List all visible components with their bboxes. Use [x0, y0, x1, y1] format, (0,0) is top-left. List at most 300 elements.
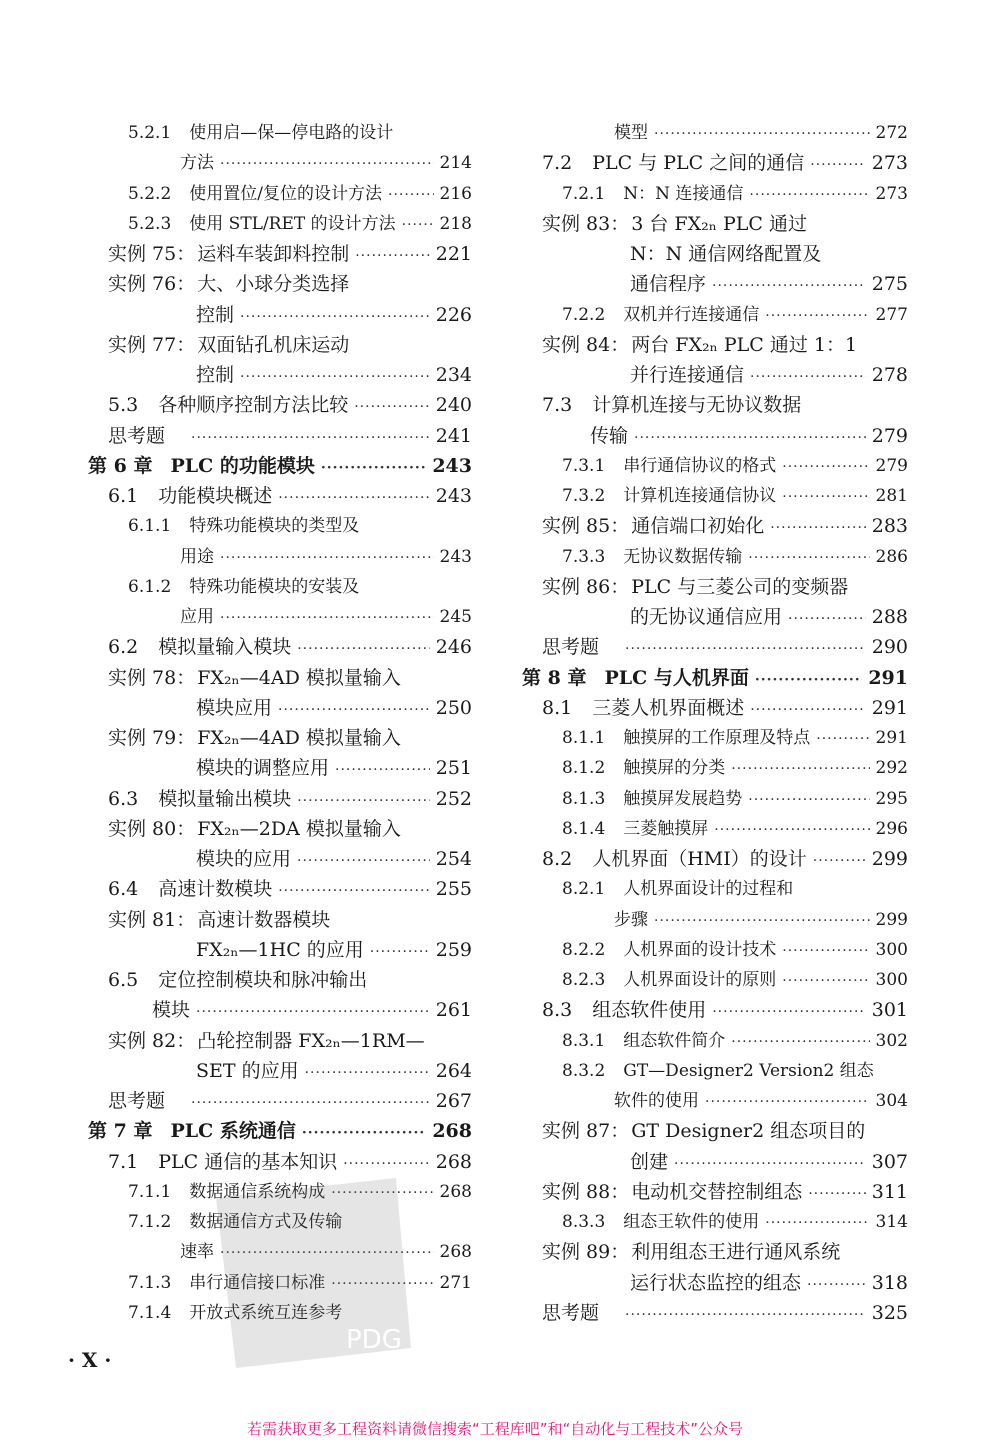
toc-entry	[108, 330, 472, 360]
entry-title: 运行状态监控的组态	[630, 1271, 802, 1294]
entry-label	[562, 784, 742, 814]
entry-page: 243	[435, 485, 472, 507]
entry-number: 8.2.2	[562, 939, 606, 960]
toc-entry	[630, 269, 908, 299]
leader-dots	[782, 482, 869, 512]
entry-number: 实例 76：	[108, 273, 196, 296]
leader-dots	[782, 452, 869, 482]
footer-notice: 若需获取更多工程资料请微信搜索“工程库吧”和“自动化与工程技术”公众号	[246, 1420, 744, 1438]
leader-dots	[731, 1027, 869, 1057]
entry-title: PLC 与人机界面	[604, 666, 749, 689]
entry-title: 高速计数器模块	[197, 908, 331, 931]
entry-title: 使用 STL/RET 的设计方法	[189, 213, 396, 234]
entry-number: 实例 87：	[542, 1120, 630, 1143]
entry-title: 人机界面设计的过程和	[623, 879, 794, 900]
entry-page: 240	[435, 394, 472, 417]
toc-entry	[128, 572, 472, 602]
entry-title: FX₂ₙ—2DA 模拟量输入	[197, 817, 401, 840]
entry-page: 292	[875, 758, 908, 779]
leader-dots	[705, 1087, 870, 1117]
entry-number: 5.2.3	[128, 213, 172, 234]
entry-number: 8.1.2	[562, 758, 606, 779]
entry-label	[562, 935, 776, 965]
entry-label	[542, 148, 804, 178]
toc-entry	[128, 1207, 472, 1237]
entry-label	[196, 693, 272, 723]
entry-title: 人机界面（HMI）的设计	[592, 848, 807, 870]
entry-number: 7.2.2	[562, 304, 606, 325]
entry-title: 通信程序	[630, 273, 707, 296]
entry-title: PLC 的功能模块	[170, 454, 315, 477]
toc-entry	[590, 421, 908, 451]
toc-entry	[196, 844, 472, 874]
toc-entry	[542, 693, 908, 723]
entry-number: 实例 83：	[542, 212, 630, 235]
toc-entry	[562, 753, 908, 783]
entry-title: 电动机交替控制组态	[631, 1180, 803, 1203]
entry-label	[562, 723, 810, 753]
toc-entry	[108, 481, 472, 511]
toc-entry	[630, 602, 908, 632]
leader-dots	[321, 453, 426, 483]
entry-label	[128, 1298, 342, 1328]
entry-page: 283	[871, 515, 908, 538]
toc-entry	[562, 723, 908, 753]
entry-title: 运料车装卸料控制	[197, 243, 350, 265]
leader-dots	[355, 241, 430, 271]
toc-entry	[562, 874, 908, 904]
entry-title: N：N 通信网络配置及	[630, 243, 822, 265]
entry-page: 279	[871, 424, 908, 447]
entry-title: 计算机连接与无协议数据	[592, 394, 802, 417]
entry-title: 定位控制模块和脉冲输出	[158, 969, 368, 991]
page-number-mark: · X ·	[68, 1348, 112, 1372]
entry-page: 245	[439, 607, 472, 627]
entry-page: 311	[871, 1180, 908, 1203]
entry-page: 216	[439, 183, 472, 204]
entry-label	[562, 874, 793, 904]
toc-entry	[128, 209, 472, 239]
entry-number: 第 6 章	[88, 454, 153, 477]
entry-label	[108, 632, 291, 662]
leader-dots	[813, 846, 866, 876]
toc-entry	[196, 360, 472, 390]
entry-number: 6.2	[108, 636, 139, 659]
leader-dots	[674, 1149, 866, 1179]
leader-dots	[748, 785, 869, 815]
entry-page: 301	[871, 999, 908, 1022]
entry-number: 7.1.1	[128, 1181, 172, 1202]
entry-title: 组态软件简介	[623, 1030, 726, 1051]
entry-title: 使用启—保—停电路的设计	[189, 123, 394, 143]
leader-dots	[220, 149, 434, 179]
leader-dots	[755, 665, 862, 695]
entry-number: 7.1.3	[128, 1272, 172, 1293]
entry-title: 步骤	[614, 909, 648, 930]
entry-number: 实例 82：	[108, 1029, 196, 1052]
entry-page: 307	[871, 1150, 908, 1173]
entry-number: 8.2.3	[562, 970, 606, 990]
toc-entry	[128, 1298, 472, 1328]
entry-page: 304	[875, 1091, 908, 1111]
entry-number: 7.3.2	[562, 486, 606, 506]
entry-label	[630, 1147, 668, 1177]
entry-number: 实例 89：	[542, 1241, 630, 1264]
toc-entry	[108, 905, 472, 935]
entry-label	[108, 814, 401, 844]
entry-title: 无协议数据传输	[623, 546, 743, 567]
toc-entry	[108, 632, 472, 662]
entry-page: 278	[871, 364, 908, 386]
leader-dots	[302, 1118, 426, 1148]
entry-page: 291	[875, 728, 908, 748]
toc-entry	[562, 1056, 908, 1086]
toc-entry	[542, 1298, 908, 1328]
leader-dots	[782, 966, 869, 996]
entry-label	[196, 360, 234, 390]
entry-label	[108, 269, 349, 299]
entry-title: 3 台 FX₂ₙ PLC 通过	[631, 212, 807, 235]
leader-dots	[714, 815, 869, 845]
entry-number: 8.1.4	[562, 818, 606, 839]
entry-number: 6.1.2	[128, 576, 172, 597]
entry-label	[108, 723, 401, 753]
entry-title: 组态软件使用	[592, 999, 707, 1022]
entry-label	[542, 1177, 802, 1207]
entry-number: 8.1.1	[562, 728, 606, 748]
entry-page: 226	[435, 303, 472, 326]
entry-title: 三菱人机界面概述	[592, 696, 745, 719]
entry-label	[180, 1237, 214, 1267]
entry-number: 7.1.4	[128, 1302, 172, 1323]
entry-label	[542, 330, 857, 360]
toc-entry	[614, 905, 908, 935]
entry-label	[542, 1237, 840, 1267]
entry-number: 第 7 章	[88, 1120, 153, 1143]
leader-dots	[278, 876, 430, 906]
entry-title: 模拟量输出模块	[158, 787, 292, 810]
entry-page: 271	[439, 1272, 472, 1293]
entry-number: 5.2.1	[128, 123, 172, 143]
entry-number: 实例 86：	[542, 575, 630, 598]
entry-title: 功能模块概述	[158, 485, 273, 507]
leader-dots	[634, 423, 866, 453]
entry-title: 大、小球分类选择	[197, 273, 350, 296]
entry-page: 281	[875, 486, 908, 506]
entry-label	[108, 965, 367, 995]
entry-page: 241	[435, 424, 472, 447]
toc-entry	[108, 814, 472, 844]
entry-page: 295	[875, 788, 908, 809]
entry-page: 267	[435, 1090, 472, 1112]
toc-entry	[562, 814, 908, 844]
toc-entry	[542, 209, 908, 239]
entry-title: 人机界面的设计技术	[623, 939, 777, 960]
toc-entry	[522, 663, 908, 693]
leader-dots	[297, 634, 430, 664]
toc-entry	[108, 1086, 472, 1116]
entry-number: 6.1	[108, 485, 139, 507]
leader-dots	[712, 997, 866, 1027]
entry-title: PLC 与三菱公司的变频器	[631, 575, 849, 598]
entry-page: 268	[432, 1120, 472, 1143]
toc-entry	[542, 511, 908, 541]
entry-label	[562, 179, 743, 209]
entry-number: 实例 81：	[108, 908, 196, 931]
leader-dots	[788, 604, 866, 634]
stamp-text: PDG	[346, 1325, 402, 1355]
toc-entry	[152, 995, 472, 1025]
entry-label	[542, 390, 801, 420]
entry-number: 实例 78：	[108, 666, 196, 689]
toc-entry	[630, 360, 908, 390]
entry-page: 279	[875, 455, 908, 476]
toc-entry	[630, 1268, 908, 1298]
entry-page: 318	[871, 1271, 908, 1294]
toc-entry	[180, 542, 472, 572]
entry-number: 6.1.1	[128, 516, 172, 537]
entry-title: 用途	[180, 546, 214, 567]
entry-title: 模块应用	[196, 696, 273, 719]
entry-number: 8.3.2	[562, 1060, 606, 1081]
entry-number: 6.3	[108, 787, 139, 810]
entry-label	[196, 300, 234, 330]
entry-label	[196, 844, 291, 874]
entry-title: 触摸屏发展趋势	[623, 788, 743, 809]
entry-label	[590, 421, 628, 451]
leader-dots	[654, 906, 870, 936]
leader-dots	[808, 1179, 866, 1209]
leader-dots	[625, 1300, 866, 1330]
entry-page: 221	[435, 243, 472, 265]
toc-entry	[196, 300, 472, 330]
entry-title: 模拟量输入模块	[158, 636, 292, 659]
entry-number: 7.3.3	[562, 546, 606, 567]
entry-label	[542, 693, 744, 723]
toc-entry	[562, 451, 908, 481]
entry-title: 组态王软件的使用	[623, 1212, 760, 1232]
toc-entry	[108, 390, 472, 420]
entry-label	[88, 451, 315, 481]
entry-title: 数据通信方式及传输	[189, 1212, 343, 1232]
entry-label	[562, 753, 725, 783]
entry-title: 串行通信协议的格式	[623, 455, 777, 476]
entry-page: 234	[435, 364, 472, 386]
entry-title: 双机并行连接通信	[623, 304, 760, 325]
entry-title: 并行连接通信	[630, 364, 745, 386]
toc-entry	[614, 118, 908, 148]
leader-dots	[191, 1088, 430, 1118]
entry-label	[108, 663, 401, 693]
leader-dots	[765, 301, 869, 331]
entry-page: 272	[875, 123, 908, 143]
entry-number: 6.4	[108, 878, 139, 901]
leader-dots	[748, 543, 869, 573]
entry-label	[562, 451, 776, 481]
entry-page: 251	[435, 757, 472, 780]
entry-page: 286	[875, 546, 908, 567]
entry-label	[108, 390, 348, 420]
entry-label	[630, 602, 782, 632]
entry-label	[152, 995, 190, 1025]
toc-entry	[542, 572, 908, 602]
entry-label	[630, 269, 706, 299]
entry-title: FX₂ₙ—4AD 模拟量输入	[197, 727, 401, 749]
entry-label	[542, 1116, 865, 1146]
entry-label	[542, 995, 706, 1025]
entry-title: 控制	[196, 364, 235, 386]
entry-page: 254	[435, 848, 472, 870]
entry-title: 高速计数模块	[158, 878, 273, 901]
leader-dots	[220, 1238, 434, 1268]
entry-page: 255	[435, 878, 472, 901]
toc-entry	[614, 1086, 908, 1116]
entry-label	[542, 572, 848, 602]
toc-entry	[542, 1237, 908, 1267]
entry-page: 273	[871, 152, 908, 175]
entry-label	[88, 1116, 296, 1146]
entry-page: 314	[875, 1212, 908, 1232]
toc-entry	[562, 1026, 908, 1056]
toc-entry	[108, 965, 472, 995]
entry-title: 控制	[196, 303, 235, 326]
toc-entry	[562, 965, 908, 995]
toc-entry	[542, 148, 908, 178]
entry-title: 双面钻孔机床运动	[197, 333, 350, 356]
toc-entry	[562, 300, 908, 330]
entry-number: 7.1.2	[128, 1212, 172, 1232]
entry-title: 传输	[590, 424, 629, 447]
entry-label	[108, 1026, 425, 1056]
toc-entry	[88, 451, 472, 481]
entry-page: 218	[439, 213, 472, 234]
entry-label	[180, 602, 214, 632]
entry-title: 特殊功能模块的类型及	[189, 516, 360, 537]
entry-page: 273	[875, 183, 908, 204]
entry-title: GT—Designer2 Version2 组态	[623, 1060, 874, 1081]
entry-number: 7.1	[108, 1150, 139, 1173]
leader-dots	[278, 483, 430, 513]
toc-entry	[108, 269, 472, 299]
entry-page: 277	[875, 304, 908, 325]
leader-dots	[810, 150, 866, 180]
entry-title: FX₂ₙ—4AD 模拟量输入	[197, 666, 401, 689]
entry-title: 各种顺序控制方法比较	[158, 394, 349, 417]
entry-number: 实例 80：	[108, 817, 196, 840]
toc-entry	[108, 663, 472, 693]
entry-page: 300	[875, 970, 908, 990]
entry-number: 7.3.1	[562, 455, 606, 476]
toc-entry	[108, 874, 472, 904]
entry-title: 模块的调整应用	[196, 757, 330, 780]
toc-entry	[108, 1026, 472, 1056]
entry-label	[108, 784, 291, 814]
leader-dots	[343, 1149, 430, 1179]
entry-title: 两台 FX₂ₙ PLC 通过 1：1	[631, 333, 858, 356]
entry-number: 8.1	[542, 696, 573, 719]
leader-dots	[370, 937, 430, 967]
entry-title: 特殊功能模块的安装及	[189, 576, 360, 597]
entry-title: 数据通信系统构成	[189, 1181, 326, 1202]
entry-title: PLC 系统通信	[170, 1120, 296, 1143]
leader-dots	[765, 1208, 869, 1238]
toc-entry	[128, 1268, 472, 1298]
entry-number: 6.5	[108, 969, 139, 991]
leader-dots	[331, 1269, 433, 1299]
entry-label	[542, 209, 807, 239]
leader-dots	[220, 543, 434, 573]
entry-title: 的无协议通信应用	[630, 606, 783, 628]
entry-title: 利用组态王进行通风系统	[631, 1241, 841, 1264]
toc-entry	[180, 148, 472, 178]
toc-entry	[562, 481, 908, 511]
entry-page: 261	[435, 999, 472, 1022]
entry-label	[128, 118, 393, 148]
entry-label	[562, 1026, 725, 1056]
entry-page: 259	[435, 938, 472, 961]
entry-label	[562, 542, 742, 572]
leader-dots	[770, 513, 866, 543]
entry-label	[562, 965, 776, 995]
entry-label	[180, 148, 214, 178]
toc-entry	[128, 118, 472, 148]
leader-dots	[750, 362, 866, 392]
entry-label	[196, 935, 364, 965]
leader-dots	[402, 210, 434, 240]
entry-number: 思考题	[108, 424, 166, 447]
entry-page: 275	[871, 273, 908, 296]
entry-page: 268	[435, 1150, 472, 1173]
entry-label	[562, 1056, 874, 1086]
toc-entry	[128, 1177, 472, 1207]
toc-entry	[196, 1056, 472, 1086]
entry-number: 7.3	[542, 394, 573, 417]
toc-entry	[108, 784, 472, 814]
entry-label	[562, 481, 776, 511]
toc-entry	[108, 421, 472, 451]
entry-title: PLC 通信的基本知识	[158, 1150, 338, 1173]
leader-dots	[731, 754, 869, 784]
toc-entry	[542, 1116, 908, 1146]
leader-dots	[335, 755, 430, 785]
entry-title: 速率	[180, 1242, 214, 1263]
leader-dots	[782, 936, 869, 966]
leader-dots	[807, 1270, 866, 1300]
entry-label	[128, 1207, 342, 1237]
entry-number: 实例 88：	[542, 1180, 630, 1203]
entry-title: PLC 与 PLC 之间的通信	[592, 152, 805, 175]
toc-entry	[108, 1147, 472, 1177]
leader-dots	[388, 180, 434, 210]
entry-number: 8.3	[542, 999, 573, 1022]
entry-title: 凸轮控制器 FX₂ₙ—1RM—	[197, 1029, 425, 1052]
leader-dots	[240, 302, 430, 332]
entry-title: 应用	[180, 607, 214, 627]
entry-label	[562, 300, 759, 330]
leader-dots	[297, 846, 430, 876]
entry-page: 299	[871, 848, 908, 870]
leader-dots	[297, 786, 430, 816]
entry-label	[542, 632, 619, 662]
toc-entry	[180, 1237, 472, 1267]
entry-label	[630, 239, 821, 269]
toc-entry	[630, 1147, 908, 1177]
entry-label	[542, 511, 764, 541]
entry-number: 8.2.1	[562, 879, 606, 900]
entry-label	[614, 118, 648, 148]
entry-number: 8.3.1	[562, 1030, 606, 1051]
entry-title: GT Designer2 组态项目的	[631, 1120, 866, 1143]
